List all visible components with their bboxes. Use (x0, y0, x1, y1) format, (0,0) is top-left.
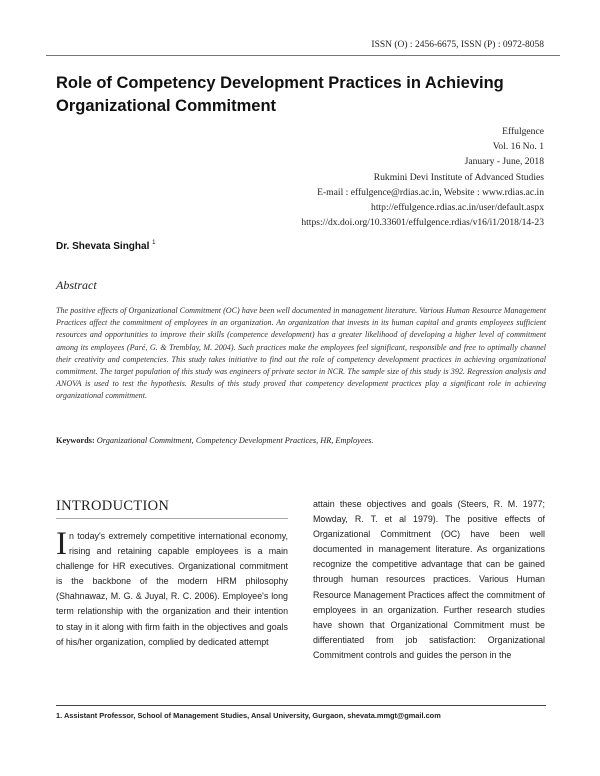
abstract-heading: Abstract (56, 278, 97, 292)
footnote: 1. Assistant Professor, School of Management Studies, Ansal University, Gurgaon, shevata.mmgt@gmail.com (56, 711, 441, 720)
introduction-divider (56, 518, 288, 519)
keywords-label: Keywords: (56, 436, 95, 445)
journal-institute: Rukmini Devi Institute of Advanced Studies (373, 171, 544, 183)
drop-cap: I (56, 526, 67, 562)
footnote-divider (56, 705, 546, 706)
author-line (56, 240, 156, 252)
paper-title: Role of Competency Development Practices in Achieving Organizational Commitment (56, 74, 504, 115)
introduction-column-left (56, 526, 288, 650)
author-affiliation-mark: 1 (152, 240, 156, 246)
author-name: Dr. Shevata Singhal (56, 241, 150, 252)
introduction-column-right (313, 497, 545, 663)
journal-doi: https://dx.doi.org/10.33601/effulgence.rdias/v16/i1/2018/14-23 (301, 217, 544, 229)
issn-header: ISSN (O) : 2456-6675, ISSN (P) : 0972-8058 (371, 40, 544, 50)
introduction-heading: INTRODUCTION (56, 498, 170, 514)
keywords-text: Organizational Commitment, Competency Development Practices, HR, Employees. (94, 436, 374, 445)
introduction-right-text: attain these objectives and goals (Steers, R. M. 1977; Mowday, R. T. et al 1979). The positive effects of Organizational Commitment (OC) have been well documented in management literature. As organizations recognize the competitive advantage that can be gained through human resources practices. Various Human Resource Management Practices affect the commitment of employees in an organization. Further research studies have shown that Organizational Commitment must be differentiated from job satisfaction: Organizational Commitment controls and guides the person in the (313, 499, 545, 660)
abstract-body: The positive effects of Organizational Commitment (OC) have been well documented in management literature. Various Human Resource Management Practices affect the commitment of employees in an organization. An organization that invests in its human capital and grants employees sufficient resources and opportunities to improve their skills (competence development) has a greater likelihood of developing a higher level of commitment among its employees (Paré, G. & Tremblay, M. 2004). Such practices make the employees feel significant, responsible and free to optimally channel their creativity and competencies. This study takes initiative to find out the role of competency development practices in achieving organizational commitment. The target population of this study was engineers of private sector in NCR. The sample size of this study is 392. Regression analysis and ANOVA is used to test the hypothesis. Results of this study proved that competency development practices play a significant role in achieving organizational commitment. (56, 306, 546, 401)
journal-volume: Vol. 16 No. 1 (492, 141, 544, 153)
keywords-line (56, 436, 546, 445)
journal-contact: E-mail : effulgence@rdias.ac.in, Website : www.rdias.ac.in (317, 186, 544, 198)
journal-date: January - June, 2018 (464, 156, 544, 168)
journal-name: Effulgence (502, 126, 544, 137)
header-divider (46, 55, 560, 56)
introduction-left-text: n today's extremely competitive international economy, rising and retaining capable employees is a main challenge for HR executives. Organizational commitment is the backbone of the modern HRM philosophy (Shahnawaz, M. G. & Juyal, R. C. 2006). Employee's long term relationship with the organization and their intention to stay in it along with firm faith in the objectives and goals of his/her organization, complied by dedicated attempt (56, 531, 288, 647)
journal-url: http://effulgence.rdias.ac.in/user/default.aspx (371, 202, 544, 214)
journal-meta (301, 124, 544, 230)
